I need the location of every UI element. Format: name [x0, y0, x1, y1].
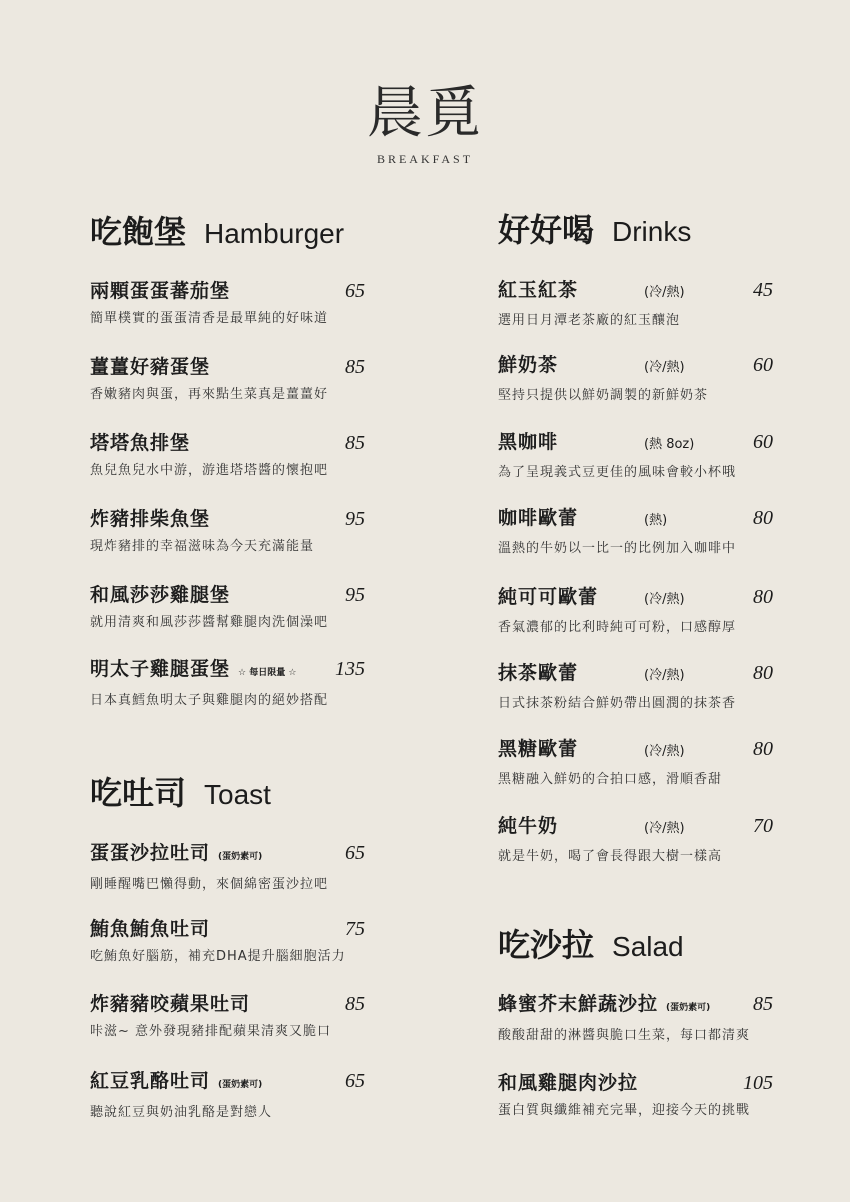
- section-heading-hamburger: [90, 212, 344, 254]
- item-header: [90, 991, 365, 1017]
- item-header: [90, 840, 365, 870]
- item-description: 就是牛奶，喝了會長得跟大樹一樣高: [498, 849, 723, 864]
- menu-item: [498, 813, 773, 866]
- item-description: 就用清爽和風莎莎醬幫雞腿肉洗個澡吧: [90, 615, 329, 630]
- item-temperature-note: (冷/熱): [644, 285, 685, 300]
- item-description: 日式抹茶粉結合鮮奶帶出圓潤的抹茶香: [498, 696, 737, 711]
- item-header: [498, 1070, 773, 1096]
- menu-item: [498, 1070, 773, 1120]
- item-name-text: 抹茶歐蕾: [498, 662, 579, 684]
- item-header: [498, 277, 773, 306]
- item-description: 咔滋~ 意外發現豬排配蘋果清爽又脆口: [90, 1024, 332, 1039]
- logo-english: BREAKFAST: [376, 152, 474, 166]
- item-price: 85: [345, 432, 365, 454]
- item-price: 65: [345, 842, 365, 864]
- section-title-cn: 吃飽堡: [90, 213, 187, 251]
- section-title-cn: 吃吐司: [90, 774, 187, 812]
- item-temperature-note: (熱 8oz): [644, 437, 695, 452]
- menu-item: [498, 277, 773, 330]
- item-temperature-note: (冷/熱): [644, 592, 685, 607]
- item-header: [498, 736, 773, 765]
- item-price: 65: [345, 1070, 365, 1092]
- section-title-en: Hamburger: [204, 218, 345, 249]
- item-description: 吃鮪魚好腦筋，補充DHA提升腦細胞活力: [90, 949, 346, 964]
- item-temperature-note: (熱): [644, 513, 668, 528]
- item-description: 日本真鱈魚明太子與雞腿肉的絕妙搭配: [90, 693, 329, 708]
- item-temperature-note: (冷/熱): [644, 360, 685, 375]
- item-price: 85: [753, 993, 773, 1015]
- item-tag: (蛋奶素可): [666, 1003, 711, 1013]
- menu-item: [90, 916, 365, 966]
- item-name-text: 薑薑好豬蛋堡: [90, 356, 211, 378]
- item-temperature-note: (冷/熱): [644, 744, 685, 759]
- menu-item: [498, 991, 773, 1045]
- item-description: 香氣濃郁的比利時純可可粉，口感醇厚: [498, 620, 737, 635]
- logo-chinese: 晨覓: [367, 81, 483, 146]
- section-title-cn: 吃沙拉: [498, 926, 595, 964]
- section-title-cn: 好好喝: [498, 211, 595, 249]
- item-header: [498, 352, 773, 381]
- item-price: 80: [753, 662, 773, 684]
- menu-item: [90, 506, 365, 556]
- item-description: 溫熱的牛奶以一比一的比例加入咖啡中: [498, 541, 737, 556]
- item-price: 80: [753, 507, 773, 529]
- item-tag: ☆ 每日限量 ☆: [238, 668, 297, 678]
- section-heading-drinks: [498, 210, 691, 252]
- item-name-text: 鮮奶茶: [498, 354, 559, 376]
- item-header: [90, 430, 365, 456]
- item-description: 選用日月潭老茶廠的紅玉釀泡: [498, 313, 681, 328]
- item-description: 為了呈現義式豆更佳的風味會較小杯哦: [498, 465, 737, 480]
- item-name-text: 純牛奶: [498, 815, 559, 837]
- item-header: [498, 505, 773, 534]
- menu-item: [90, 354, 365, 404]
- item-name-text: 紅玉紅茶: [498, 279, 579, 301]
- item-name-text: 炸豬豬咬蘋果吐司: [90, 993, 251, 1015]
- item-price: 95: [345, 508, 365, 530]
- item-price: 85: [345, 993, 365, 1015]
- item-price: 95: [345, 584, 365, 606]
- item-description: 剛睡醒嘴巴懶得動，來個綿密蛋沙拉吧: [90, 877, 329, 892]
- item-price: 60: [753, 354, 773, 376]
- item-header: [498, 584, 773, 613]
- item-header: [90, 916, 365, 942]
- item-header: [90, 506, 365, 532]
- item-price: 70: [753, 815, 773, 837]
- menu-item: [498, 584, 773, 637]
- item-header: [90, 1068, 365, 1098]
- item-description: 堅持只提供以鮮奶調製的新鮮奶茶: [498, 388, 709, 403]
- section-title-en: Salad: [612, 931, 684, 962]
- menu-item: [90, 840, 365, 894]
- item-name-text: 紅豆乳酪吐司: [90, 1070, 211, 1092]
- item-name-text: 黑咖啡: [498, 431, 559, 453]
- item-name-text: 和風莎莎雞腿堡: [90, 584, 231, 606]
- item-description: 簡單樸實的蛋蛋清香是最單純的好味道: [90, 311, 329, 326]
- item-price: 65: [345, 280, 365, 302]
- section-heading-salad: [498, 925, 684, 967]
- item-description: 聽說紅豆與奶油乳酪是對戀人: [90, 1105, 273, 1120]
- menu-item: [498, 505, 773, 558]
- item-description: 香嫩豬肉與蛋，再來點生菜真是薑薑好: [90, 387, 329, 402]
- item-header: [90, 582, 365, 608]
- item-tag: (蛋奶素可): [218, 852, 263, 862]
- item-description: 現炸豬排的幸福滋味為今天充滿能量: [90, 539, 315, 554]
- item-header: [498, 429, 773, 458]
- item-name-text: 炸豬排柴魚堡: [90, 508, 211, 530]
- item-header: [90, 278, 365, 304]
- item-name-text: 咖啡歐蕾: [498, 507, 579, 529]
- item-price: 60: [753, 431, 773, 453]
- item-header: [90, 656, 365, 686]
- item-name-text: 純可可歐蕾: [498, 586, 599, 608]
- menu-item: [90, 656, 365, 710]
- item-price: 135: [335, 658, 365, 680]
- section-title-en: Toast: [204, 779, 271, 810]
- menu-item: [90, 582, 365, 632]
- item-header: [498, 991, 773, 1021]
- menu-item: [90, 991, 365, 1041]
- item-name-text: 鮪魚鮪魚吐司: [90, 918, 211, 940]
- menu-item: [90, 278, 365, 328]
- item-temperature-note: (冷/熱): [644, 668, 685, 683]
- item-header: [498, 813, 773, 842]
- item-name-text: 兩顆蛋蛋蕃茄堡: [90, 280, 231, 302]
- menu-item: [498, 352, 773, 405]
- item-price: 105: [743, 1072, 773, 1094]
- item-name-text: 和風雞腿肉沙拉: [498, 1072, 639, 1094]
- item-name-text: 蜂蜜芥末鮮蔬沙拉: [498, 993, 659, 1015]
- item-name-text: 蛋蛋沙拉吐司: [90, 842, 211, 864]
- item-description: 魚兒魚兒水中游，游進塔塔醬的懷抱吧: [90, 463, 329, 478]
- menu-item: [498, 736, 773, 789]
- item-price: 80: [753, 738, 773, 760]
- item-tag: (蛋奶素可): [218, 1080, 263, 1090]
- item-price: 45: [753, 279, 773, 301]
- item-price: 80: [753, 586, 773, 608]
- menu-item: [90, 430, 365, 480]
- menu-item: [90, 1068, 365, 1122]
- item-name-text: 明太子雞腿蛋堡: [90, 658, 231, 680]
- item-header: [90, 354, 365, 380]
- item-name-text: 黑糖歐蕾: [498, 738, 579, 760]
- item-header: [498, 660, 773, 689]
- item-description: 酸酸甜甜的淋醬與脆口生菜，每口都清爽: [498, 1028, 751, 1043]
- item-temperature-note: (冷/熱): [644, 821, 685, 836]
- section-title-en: Drinks: [612, 216, 692, 247]
- menu-item: [498, 660, 773, 713]
- item-price: 75: [345, 918, 365, 940]
- item-description: 黑糖融入鮮奶的合拍口感，滑順香甜: [498, 772, 723, 787]
- item-description: 蛋白質與纖維補充完畢，迎接今天的挑戰: [498, 1103, 751, 1118]
- item-name-text: 塔塔魚排堡: [90, 432, 191, 454]
- section-heading-toast: [90, 773, 271, 815]
- menu-item: [498, 429, 773, 482]
- item-price: 85: [345, 356, 365, 378]
